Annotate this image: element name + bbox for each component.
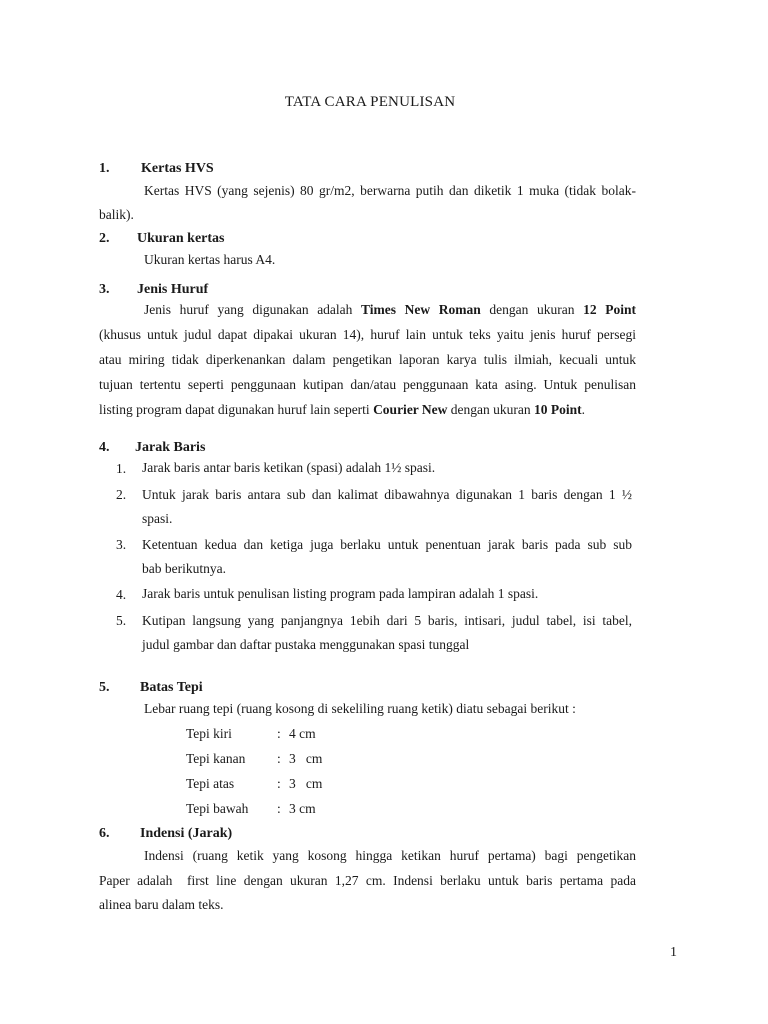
bold-span: 12 Point [583,302,636,317]
list-number: 2. [116,487,127,502]
list-number: 4. [116,587,127,602]
section-number: 3. [99,282,110,297]
margin-label: Tepi kiri [186,726,232,741]
bold-span: Courier New [373,402,448,417]
section-heading: Jarak Baris [135,440,206,455]
margin-colon: : [277,801,281,816]
list-item: Jarak baris untuk penulisan listing program pada lampiran adalah 1 spasi. [142,586,539,601]
section-heading: Kertas HVS [141,161,214,176]
paragraph-line: Indensi (ruang ketik yang kosong hingga ketikan huruf pertama) bagi pengetikan [144,848,636,863]
paragraph-line [144,302,636,318]
list-item: Kutipan langsung yang panjangnya 1ebih dari 5 baris, intisari, judul tabel, isi tabel, [142,613,632,628]
text-span: dengan ukuran [489,302,575,317]
bold-span: Times New Roman [361,302,481,317]
text-span: dengan ukuran [450,402,531,417]
list-item-continued: judul gambar dan daftar pustaka menggunakan spasi tunggal [142,637,470,652]
section-number: 6. [99,826,110,841]
margin-value: 4 cm [289,726,316,741]
paragraph-line: Ukuran kertas harus A4. [144,252,276,267]
paragraph-line: Paper adalah first line dengan ukuran 1,27 cm. Indensi berlaku untuk baris pertama pada [99,873,636,888]
text-span: . [581,402,586,417]
section-number: 1. [99,161,110,176]
margin-colon: : [277,726,281,741]
list-number: 1. [116,461,127,476]
page-number: 1 [670,945,677,960]
section-heading: Ukuran kertas [137,231,225,246]
list-item-continued: bab berikutnya. [142,561,226,576]
text-span: Jenis huruf yang digunakan adalah [144,302,353,317]
margin-label: Tepi atas [186,776,235,791]
margin-value: 3 cm [289,776,323,791]
paragraph-line [99,403,585,417]
paragraph-line: alinea baru dalam teks. [99,897,224,912]
section-heading: Jenis Huruf [137,282,209,297]
margin-label: Tepi bawah [186,801,249,816]
list-number: 3. [116,537,127,552]
section-heading: Batas Tepi [140,680,203,695]
paragraph-line: atau miring tidak diperkenankan dalam pengetikan laporan karya tulis ilmiah, kecuali untuk [99,352,636,367]
section-number: 5. [99,680,110,695]
paragraph-line: Kertas HVS (yang sejenis) 80 gr/m2, berwarna putih dan diketik 1 muka (tidak bolak- [144,183,636,198]
bold-span: 10 Point [534,402,582,417]
paragraph-line: (khusus untuk judul dapat dipakai ukuran 14), huruf lain untuk teks yaitu jenis huruf persegi [99,327,636,342]
section-heading: Indensi (Jarak) [140,826,233,841]
margin-colon: : [277,776,281,791]
text-span: listing program dapat digunakan huruf lain seperti [99,402,370,417]
margin-label: Tepi kanan [186,751,246,766]
list-item-continued: spasi. [142,511,173,526]
section-number: 2. [99,231,110,246]
margin-value: 3 cm [289,751,323,766]
section-number: 4. [99,440,110,455]
list-number: 5. [116,613,127,628]
paragraph-line: tujuan tertentu seperti penggunaan kutipan dan/atau penggunaan kata asing. Untuk penulisan [99,377,636,392]
paragraph-line: Lebar ruang tepi (ruang kosong di sekeliling ruang ketik) diatu sebagai berikut : [144,701,576,716]
margin-value: 3 cm [289,801,316,816]
margin-colon: : [277,751,281,766]
list-item: Untuk jarak baris antara sub dan kalimat dibawahnya digunakan 1 baris dengan 1 ½ [142,487,632,502]
paragraph-line: balik). [99,207,134,222]
document-title: TATA CARA PENULISAN [284,94,456,110]
list-item: Jarak baris antar baris ketikan (spasi) adalah 1½ spasi. [142,460,436,475]
list-item: Ketentuan kedua dan ketiga juga berlaku untuk penentuan jarak baris pada sub sub [142,537,632,552]
